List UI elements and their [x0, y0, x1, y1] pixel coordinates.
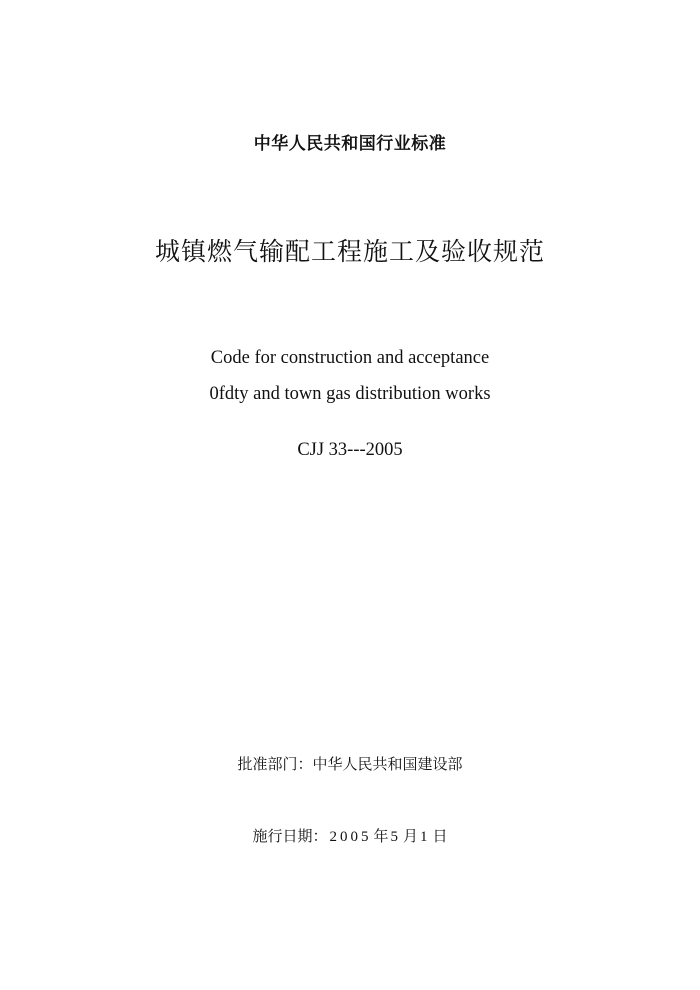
- approval-department: [0, 753, 700, 774]
- effective-day: 1: [420, 829, 431, 845]
- document-title-english-line1: Code for construction and acceptance: [210, 348, 490, 368]
- effective-year: 2005: [329, 829, 372, 845]
- effective-day-unit: 日: [432, 827, 448, 845]
- approval-department-name: 中华人民共和国建设部: [312, 755, 463, 773]
- standard-type-header: 中华人民共和国行业标准: [253, 134, 447, 154]
- standard-code-number: CJJ 33---2005: [297, 440, 403, 460]
- effective-date: [0, 825, 700, 846]
- approval-label: 批准部门：: [237, 755, 313, 773]
- effective-date-label: 施行日期：: [252, 827, 328, 845]
- effective-year-unit: 年: [373, 827, 389, 845]
- document-title-chinese: 城镇燃气输配工程施工及验收规范: [154, 237, 545, 266]
- effective-month-unit: 月: [403, 827, 419, 845]
- document-title-english-line2: 0fdty and town gas distribution works: [209, 384, 491, 404]
- effective-month: 5: [390, 829, 401, 845]
